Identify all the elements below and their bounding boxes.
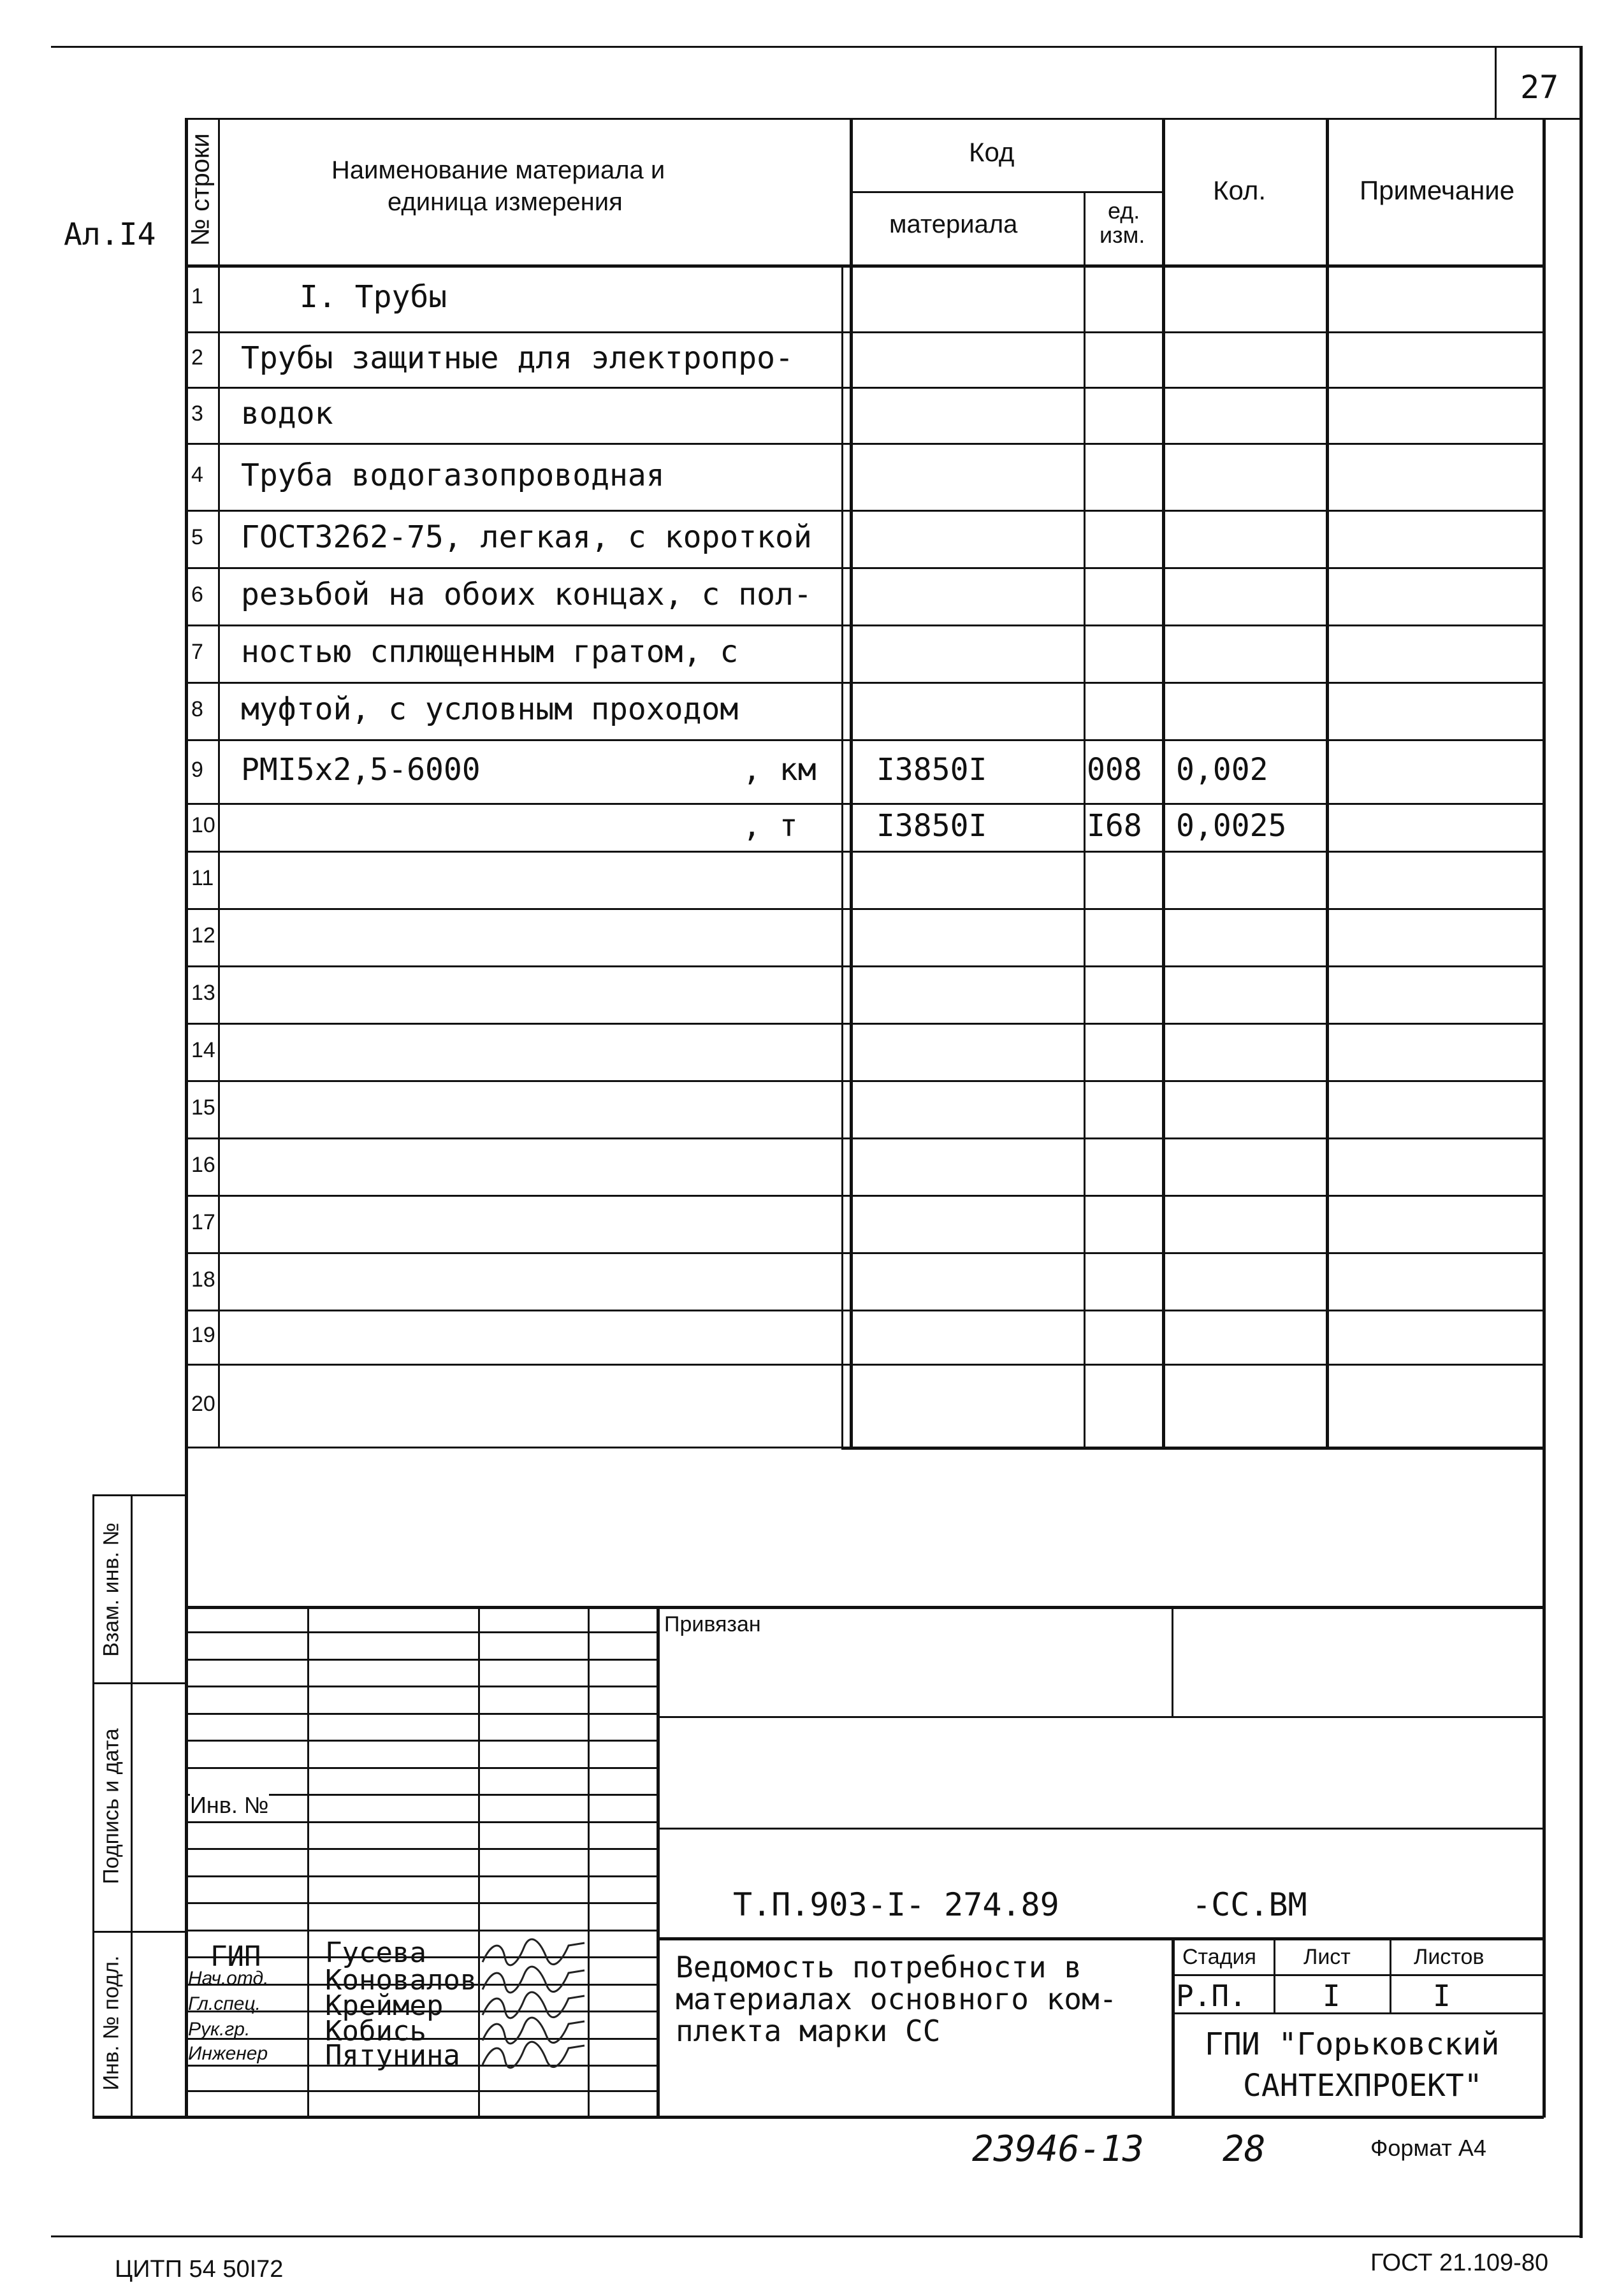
header-name-line1: Наименование материала и: [331, 156, 665, 184]
table-row-divider: [185, 1310, 1544, 1311]
table-col-code-divider: [1084, 191, 1085, 1450]
row-quantity: 0,0025: [1176, 807, 1287, 844]
stamp-title-right-divider: [1172, 1937, 1175, 2117]
stamp-top-border: [185, 1606, 1544, 1609]
row-number: 10: [191, 813, 215, 838]
stamp-grid-h10: [185, 1875, 658, 1877]
stamp-grid-h2: [185, 1659, 658, 1661]
row-number: 6: [191, 582, 203, 607]
signer-role: Гл.спец.: [188, 1993, 261, 2014]
row-material-name: ГОСТ3262-75, легкая, с короткой: [241, 519, 812, 556]
table-row-divider: [185, 1080, 1544, 1082]
bottom-right-print: ГОСТ 21.109-80: [1370, 2249, 1549, 2276]
row-material-code: I3850I: [876, 752, 987, 788]
stamp-sheet-value: I: [1323, 1979, 1340, 2013]
side-podpis-label: Подпись и дата: [99, 1728, 124, 1884]
table-row-divider: [185, 965, 1544, 967]
row-material-name: ностью сплющенным гратом, с: [241, 634, 739, 670]
row-unit-code: I68: [1087, 807, 1142, 844]
row-number: 8: [191, 697, 203, 721]
row-material-name: муфтой, с условным проходом: [241, 691, 739, 728]
table-row-divider: [185, 803, 1544, 805]
header-unit-line2: изм.: [1100, 222, 1145, 248]
header-bottom-border: [185, 264, 1544, 268]
table-row-divider: [185, 1447, 843, 1448]
side-strip-top: [92, 1494, 186, 1496]
format-label: Формат А4: [1370, 2135, 1486, 2161]
table-row-divider: [185, 1195, 1544, 1197]
signer-role: Нач.отд.: [188, 1968, 269, 1989]
table-col-unit-divider: [1162, 118, 1165, 1450]
table-row-divider: [185, 387, 1544, 389]
header-note: Примечание: [1360, 175, 1515, 205]
table-row-divider: [185, 739, 1544, 741]
signer-role: ГИП: [210, 1940, 261, 1973]
stamp-stage-value: Р.П.: [1176, 1979, 1247, 2013]
row-number: 11: [191, 865, 214, 890]
header-quantity: Кол.: [1213, 175, 1267, 205]
signer-name: Гусева: [325, 1937, 426, 1969]
side-strip-left: [92, 1494, 94, 2117]
stamp-document-suffix: -CC.BM: [1192, 1886, 1307, 1923]
table-row-divider: [185, 443, 1544, 445]
stamp-grid-h8: [185, 1821, 658, 1823]
header-code: Код: [969, 137, 1015, 167]
table-row-divider: [185, 851, 1544, 853]
sheet-reference: Ал.I4: [64, 217, 156, 252]
header-material: материала: [889, 210, 1018, 238]
stamp-grid-h3: [185, 1686, 658, 1687]
table-row-divider: [185, 1023, 1544, 1025]
row-number: 4: [191, 463, 203, 487]
signature-mark: [479, 1938, 588, 1967]
stamp-code-row-bottom: [657, 1937, 1544, 1940]
side-strip-div2: [92, 1931, 186, 1933]
signer-name: Коновалов: [325, 1964, 477, 1996]
top-frame-line: [51, 46, 1581, 48]
row-number: 2: [191, 345, 203, 370]
stamp-col-role-right: [307, 1606, 309, 2117]
row-material-name: PMI5x2,5-6000: [241, 752, 481, 788]
handwritten-page-number: 28: [1223, 2128, 1266, 2170]
row-number: 16: [191, 1152, 215, 1177]
stamp-grid-h1: [185, 1631, 658, 1633]
row-material-name: Трубы защитные для электропро-: [241, 340, 794, 376]
stamp-document-code: Т.П.903-I- 274.89: [733, 1886, 1059, 1923]
stamp-grid-h11: [185, 1902, 658, 1904]
header-row-number: № строки: [186, 133, 215, 246]
stamp-bottom-border: [92, 2116, 1544, 2119]
stamp-stage-label: Стадия: [1182, 1945, 1256, 1969]
row-number: 17: [191, 1209, 215, 1234]
table-row-divider: [185, 510, 1544, 512]
row-number: 14: [191, 1037, 215, 1062]
table-row-divider: [185, 908, 1544, 910]
signer-role: Рук.гр.: [188, 2019, 250, 2040]
header-unit-line1: ед.: [1108, 198, 1140, 224]
row-number: 1: [191, 284, 203, 309]
stamp-left-right-border: [657, 1606, 660, 2117]
stamp-code-row-top: [657, 1828, 1544, 1830]
table-row-divider: [185, 1364, 1544, 1366]
stamp-grid-h5: [185, 1740, 658, 1742]
body-inner-left: [841, 264, 843, 1448]
table-left-border: [185, 118, 188, 2118]
signer-name: Кобись: [325, 2015, 426, 2047]
signer-name: Пятунина: [325, 2039, 460, 2072]
stamp-sheets-value: I: [1433, 1979, 1451, 2013]
table-col-qty-divider: [1326, 118, 1329, 1450]
table-row-divider: [185, 567, 1544, 569]
table-row-divider: [185, 1252, 1544, 1254]
stamp-organization-line2: САНТЕХПРОЕКТ": [1243, 2068, 1483, 2104]
signer-role: Инженер: [188, 2043, 268, 2064]
row-number: 18: [191, 1267, 215, 1292]
stamp-privyazan-right-divider: [1172, 1606, 1173, 1717]
stamp-grid-h9: [185, 1848, 658, 1850]
table-row-divider: [185, 331, 1544, 333]
table-top-border: [185, 118, 1544, 120]
table-row-divider: [185, 682, 1544, 684]
stamp-grid-h12: [185, 1930, 658, 1931]
row-unit-code: 008: [1087, 752, 1142, 788]
row-number: 7: [191, 639, 203, 664]
stamp-grid-h4: [185, 1713, 658, 1715]
row-number: 15: [191, 1095, 215, 1120]
header-name-line2: единица измерения: [388, 188, 623, 216]
row-unit-suffix: , км: [743, 752, 817, 788]
row-number: 19: [191, 1323, 215, 1348]
stamp-sheet-label: Лист: [1303, 1945, 1351, 1969]
stamp-privyazan-label: Привязан: [664, 1612, 761, 1636]
row-material-name: I. Трубы: [300, 278, 447, 315]
row-number: 12: [191, 923, 215, 948]
page-number-box-left: [1495, 46, 1497, 119]
stamp-title-line1: Ведомость потребности в: [676, 1950, 1082, 1984]
side-strip-divider: [131, 1494, 133, 2117]
page-number: 27: [1520, 69, 1559, 106]
stamp-col-sign-right: [588, 1606, 590, 2117]
row-material-code: I3850I: [876, 807, 987, 844]
handwritten-document-number: 23946-13: [972, 2128, 1144, 2170]
row-quantity: 0,002: [1176, 752, 1268, 788]
row-number: 5: [191, 524, 203, 549]
signer-name: Креймер: [325, 1989, 444, 2022]
row-material-name: резьбой на обоих концах, с пол-: [241, 577, 812, 613]
row-number: 13: [191, 980, 215, 1005]
table-row-divider: [185, 625, 1544, 626]
stamp-sheets-label: Листов: [1414, 1945, 1485, 1969]
table-col-name-divider: [850, 118, 853, 1450]
stamp-title-line3: плекта марки СС: [676, 2014, 941, 2048]
stamp-grid-h18: [185, 2090, 658, 2092]
stamp-inv-no-label: Инв. №: [190, 1792, 269, 1818]
right-frame-line: [1579, 46, 1583, 2238]
row-material-name: Труба водогазопроводная: [241, 457, 665, 493]
stamp-title-line2: материалах основного ком-: [676, 1982, 1117, 2016]
side-vzam-label: Взам. инв. №: [99, 1522, 124, 1657]
stamp-stage-header-bottom: [1172, 1974, 1544, 1976]
row-unit-suffix: , т: [743, 807, 798, 844]
row-number: 3: [191, 401, 203, 426]
side-inv-podl-label: Инв. № подл.: [99, 1955, 124, 2091]
row-number: 9: [191, 757, 203, 782]
header-code-sub-divider: [850, 191, 1162, 193]
stamp-privyazan-bottom: [657, 1716, 1544, 1718]
signature-mark: [479, 2040, 588, 2070]
table-row-divider: [185, 1137, 1544, 1139]
row-number: 20: [191, 1391, 215, 1416]
bottom-frame-line: [51, 2235, 1581, 2237]
table-col-rowno-divider: [218, 118, 220, 1447]
stamp-grid-h6: [185, 1767, 658, 1769]
row-material-name: водок: [241, 396, 333, 432]
table-right-border: [1543, 118, 1546, 2118]
table-body-bottom-border: [841, 1447, 1544, 1450]
bottom-left-print: ЦИТП 54 50I72: [115, 2256, 284, 2283]
stamp-organization-line1: ГПИ "Горьковский: [1205, 2026, 1500, 2062]
side-strip-div1: [92, 1682, 186, 1684]
